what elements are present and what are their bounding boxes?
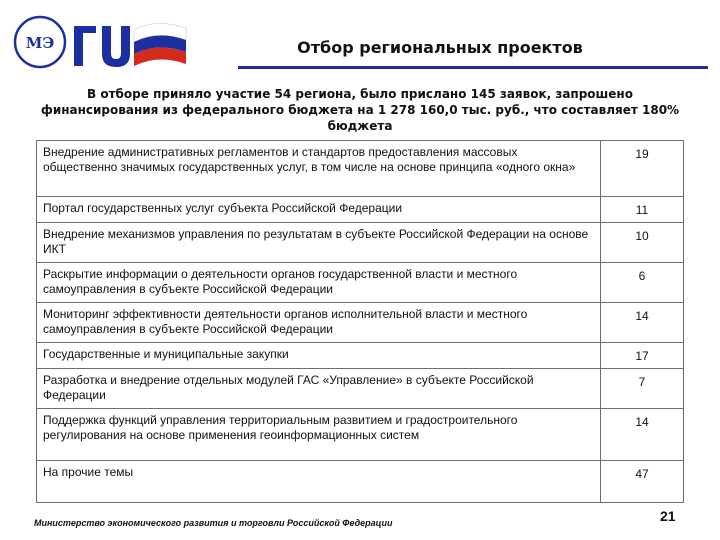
topic-cell: Внедрение административных регламентов и стандартов предоставления массовых общественно значимых государственных услуг, в том числе на основе принципа «одного окна»: [37, 141, 601, 197]
table-row: [37, 197, 684, 223]
topic-cell: Портал государственных услуг субъекта Российской Федерации: [37, 197, 601, 223]
count-cell: 10: [601, 223, 684, 263]
svg-text:МЭ: МЭ: [25, 34, 55, 52]
topic-cell: Внедрение механизмов управления по результатам в субъекте Российской Федерации на основе ИКТ: [37, 223, 601, 263]
ministry-footer: Министерство экономического развития и торговли Российской Федерации: [34, 518, 393, 528]
count-cell: 7: [601, 369, 684, 409]
projects-table: [36, 140, 684, 503]
page-number: 21: [660, 508, 676, 524]
count-cell: 6: [601, 263, 684, 303]
count-cell: 14: [601, 409, 684, 461]
table-row: [37, 263, 684, 303]
table-row: [37, 223, 684, 263]
count-cell: 17: [601, 343, 684, 369]
table-row: [37, 461, 684, 503]
topic-cell: Разработка и внедрение отдельных модулей ГАС «Управление» в субъекте Российской Федерации: [37, 369, 601, 409]
table-row: [37, 303, 684, 343]
table-row: [37, 409, 684, 461]
count-cell: 14: [601, 303, 684, 343]
topic-cell: Мониторинг эффективности деятельности органов исполнительной власти и местного самоуправления в субъекте Российской Федерации: [37, 303, 601, 343]
topic-cell: Поддержка функций управления территориальным развитием и градостроительного регулирования на основе применения геоинформационных систем: [37, 409, 601, 461]
topic-cell: Раскрытие информации о деятельности органов государственной власти и местного самоуправления в субъекте Российской Федерации: [37, 263, 601, 303]
topic-cell: На прочие темы: [37, 461, 601, 503]
table-row: [37, 343, 684, 369]
count-cell: 11: [601, 197, 684, 223]
mert-logo: [12, 14, 68, 70]
table-row: [37, 369, 684, 409]
table-row: [37, 141, 684, 197]
count-cell: 19: [601, 141, 684, 197]
title-underline: [238, 66, 708, 69]
intro-text: В отборе приняло участие 54 региона, было прислано 145 заявок, запрошено финансирования из федерального бюджета на 1 278 160,0 тыс. руб., что составляет 180% бюджета: [40, 87, 680, 133]
topic-cell: Государственные и муниципальные закупки: [37, 343, 601, 369]
count-cell: 47: [601, 461, 684, 503]
page-title: Отбор региональных проектов: [297, 38, 583, 57]
gu-flag-logo: [70, 16, 190, 72]
